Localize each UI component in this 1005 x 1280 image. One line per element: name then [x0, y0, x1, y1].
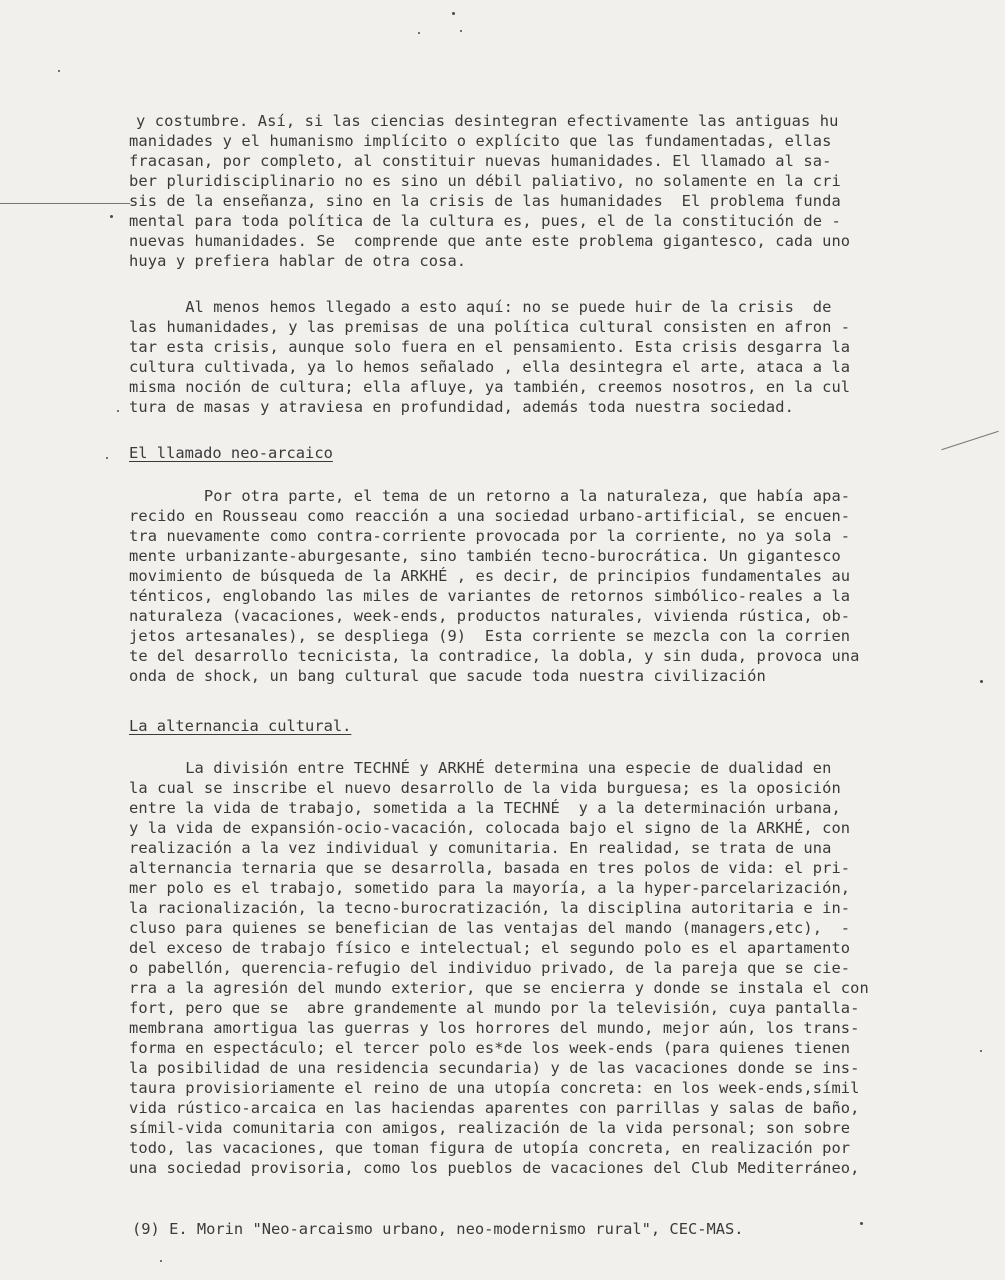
text-line: entre la vida de trabajo, sometida a la TECHNÉ y a la determinación urbana,: [129, 799, 841, 817]
section-heading-neo-arcaico: El llamado neo-arcaico: [129, 444, 333, 462]
text-line: misma noción de cultura; ella afluye, ya también, creemos nosotros, en la cul: [129, 378, 851, 396]
text-line: y costumbre. Así, si las ciencias desintegran efectivamente las antiguas hu: [136, 112, 839, 130]
text-line: huya y prefiera hablar de otra cosa.: [129, 252, 467, 270]
text-line: manidades y el humanismo implícito o explícito que las fundamentadas, ellas: [129, 132, 832, 150]
scan-speck: [452, 12, 455, 15]
text-line: naturaleza (vacaciones, week-ends, productos naturales, vivienda rústica, ob-: [129, 607, 851, 625]
text-line: la posibilidad de una residencia secundaria) y de las vacaciones donde se ins-: [129, 1059, 860, 1077]
text-line: movimiento de búsqueda de la ARKHÉ , es decir, de principios fundamentales au: [129, 567, 851, 585]
text-line: mente urbanizante-aburgesante, sino también tecno-burocrática. Un gigantesco: [129, 547, 841, 565]
text-line: membrana amortigua las guerras y los horrores del mundo, mejor aún, los trans-: [129, 1019, 860, 1037]
text-line: tura de masas y atraviesa en profundidad, además toda nuestra sociedad.: [129, 398, 794, 416]
scan-speck: [418, 32, 420, 34]
scan-speck: [980, 1050, 982, 1052]
text-line: La división entre TECHNÉ y ARKHÉ determina una especie de dualidad en: [129, 759, 832, 777]
scan-speck: [460, 30, 462, 32]
text-line: ténticos, englobando las miles de variantes de retornos simbólico-reales a la: [129, 587, 851, 605]
text-line: onda de shock, un bang cultural que sacude toda nuestra civilización: [129, 667, 766, 685]
text-line: fracasan, por completo, al constituir nuevas humanidades. El llamado al sa-: [129, 152, 832, 170]
text-line: te del desarrollo tecnicista, la contradice, la dobla, y sin duda, provoca una: [129, 647, 860, 665]
text-line: mental para toda política de la cultura es, pues, el de la constitución de -: [129, 212, 841, 230]
text-line: tar esta crisis, aunque solo fuera en el pensamiento. Esta crisis desgarra la: [129, 338, 851, 356]
text-line: o pabellón, querencia-refugio del individuo privado, de la pareja que se cie-: [129, 959, 851, 977]
text-line: la cual se inscribe el nuevo desarrollo de la vida burguesa; es la oposición: [129, 779, 841, 797]
scan-speck: [106, 457, 108, 459]
scan-artifact-line: [0, 203, 130, 204]
text-line: forma en espectáculo; el tercer polo es*de los week-ends (para quienes tienen: [129, 1039, 851, 1057]
text-line: y la vida de expansión-ocio-vacación, colocada bajo el signo de la ARKHÉ, con: [129, 819, 851, 837]
text-line: jetos artesanales), se despliega (9) Esta corriente se mezcla con la corrien: [129, 627, 851, 645]
text-line: cultura cultivada, ya lo hemos señalado , ella desintegra el arte, ataca a la: [129, 358, 851, 376]
scan-speck: [980, 680, 983, 683]
text-line: mer polo es el trabajo, sometido para la mayoría, a la hyper-parcelarización,: [129, 879, 851, 897]
text-line: Al menos hemos llegado a esto aquí: no se puede huir de la crisis de: [129, 298, 832, 316]
text-line: sis de la enseñanza, sino en la crisis de las humanidades El problema funda: [129, 192, 841, 210]
text-line: cluso para quienes se benefician de las ventajas del mando (managers,etc), -: [129, 919, 851, 937]
text-line: realización a la vez individual y comunitaria. En realidad, se trata de una: [129, 839, 832, 857]
text-line: todo, las vacaciones, que toman figura de utopía concreta, en realización por: [129, 1139, 851, 1157]
scan-artifact-line: [941, 431, 998, 450]
scan-speck: [58, 70, 60, 72]
text-line: alternancia ternaria que se desarrolla, basada en tres polos de vida: el pri-: [129, 859, 851, 877]
scan-speck: [117, 410, 119, 412]
text-line: rra a la agresión del mundo exterior, que se encierra y donde se instala el con: [129, 979, 869, 997]
section-heading-alternancia: La alternancia cultural.: [129, 717, 352, 735]
text-line: una sociedad provisoria, como los pueblos de vacaciones del Club Mediterráneo,: [129, 1159, 860, 1177]
text-line: Por otra parte, el tema de un retorno a la naturaleza, que había apa-: [129, 487, 851, 505]
text-line: taura provisioriamente el reino de una utopía concreta: en los week-ends,símil: [129, 1079, 860, 1097]
text-line: nuevas humanidades. Se comprende que ante este problema gigantesco, cada uno: [129, 232, 851, 250]
footnote: (9) E. Morin "Neo-arcaismo urbano, neo-modernismo rural", CEC-MAS.: [132, 1220, 744, 1238]
text-line: tra nuevamente como contra-corriente provocada por la corriente, no ya sola -: [129, 527, 851, 545]
text-line: símil-vida comunitaria con amigos, realización de la vida personal; son sobre: [129, 1119, 851, 1137]
text-line: fort, pero que se abre grandemente al mundo por la televisión, cuya pantalla-: [129, 999, 860, 1017]
text-line: vida rústico-arcaica en las haciendas aparentes con parrillas y salas de baño,: [129, 1099, 860, 1117]
text-line: recido en Rousseau como reacción a una sociedad urbano-artificial, se encuen-: [129, 507, 851, 525]
text-line: ber pluridisciplinario no es sino un débil paliativo, no solamente en la cri: [129, 172, 841, 190]
scan-speck: [160, 1260, 162, 1262]
text-line: la racionalización, la tecno-burocratización, la disciplina autoritaria e in-: [129, 899, 851, 917]
scan-speck: [110, 215, 113, 218]
text-line: del exceso de trabajo físico e intelectual; el segundo polo es el apartamento: [129, 939, 851, 957]
text-line: las humanidades, y las premisas de una política cultural consisten en afron -: [129, 318, 851, 336]
scan-speck: [860, 1222, 863, 1225]
